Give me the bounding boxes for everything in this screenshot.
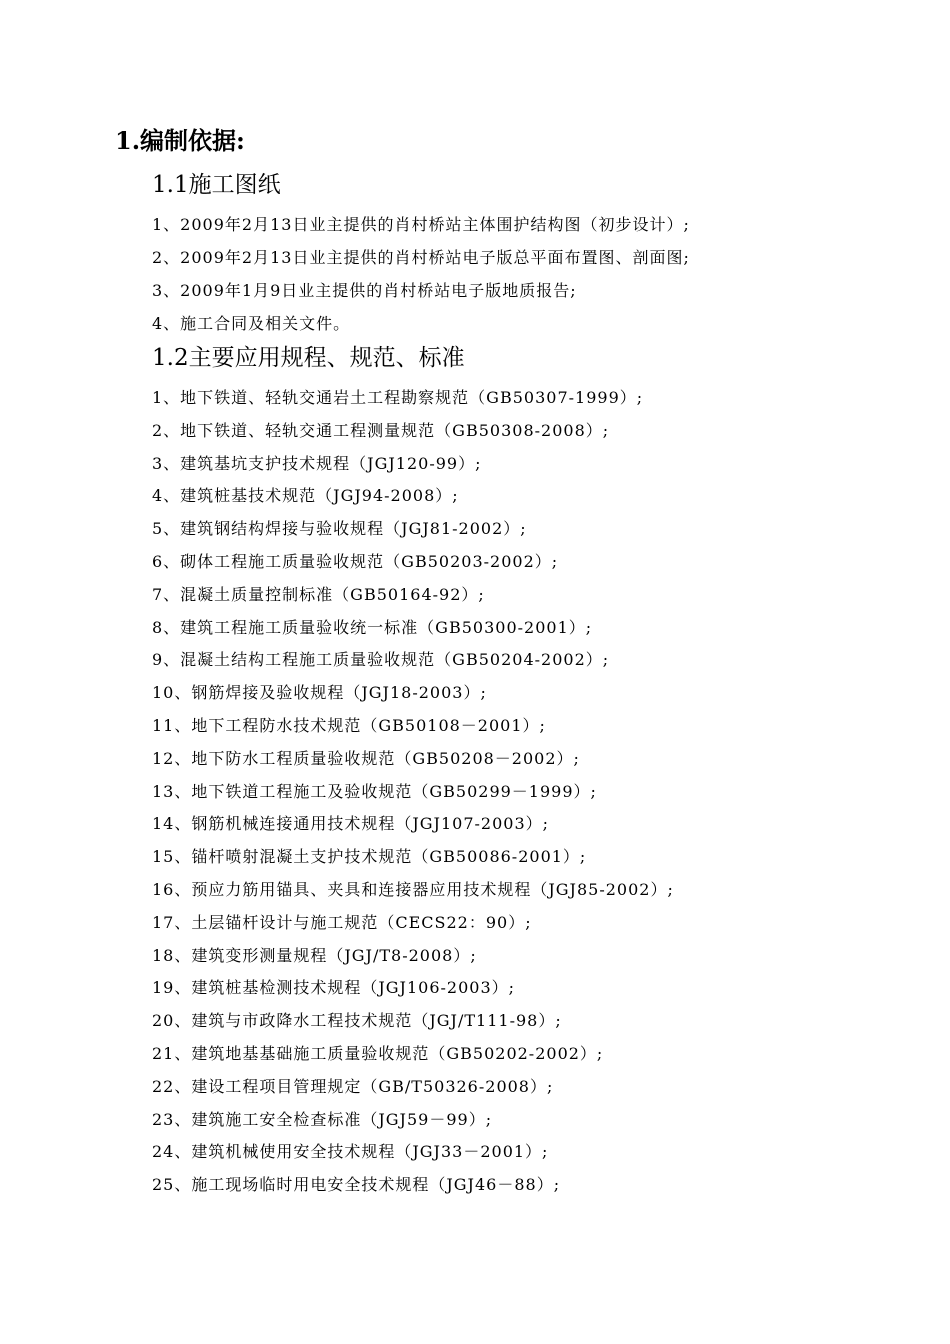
list-item: 23、建筑施工安全检查标准（JGJ59－99）; — [152, 1109, 493, 1129]
list-item: 1、地下铁道、轻轨交通岩土工程勘察规范（GB50307-1999）; — [152, 388, 644, 407]
list-item: 3、建筑基坑支护技术规程（JGJ120-99）; — [152, 453, 482, 473]
drawings-list — [152, 208, 690, 340]
standards-list — [152, 382, 674, 1202]
list-item: 13、地下铁道工程施工及验收规范（GB50299－1999）; — [152, 781, 597, 801]
list-item: 22、建设工程项目管理规定（GB/T50326-2008）; — [152, 1076, 554, 1096]
list-item: 1、2009年2月13日业主提供的肖村桥站主体围护结构图（初步设计）; — [152, 215, 690, 234]
list-item: 16、预应力筋用锚具、夹具和连接器应用技术规程（JGJ85-2002）; — [152, 879, 674, 899]
list-item: 17、土层锚杆设计与施工规范（CECS22：90）; — [152, 912, 532, 932]
list-item: 10、钢筋焊接及验收规程（JGJ18-2003）; — [152, 683, 487, 703]
list-item: 25、施工现场临时用电安全技术规程（JGJ46－88）; — [152, 1175, 561, 1195]
list-item: 21、建筑地基基础施工质量验收规范（GB50202-2002）; — [152, 1043, 604, 1063]
list-item: 19、建筑桩基检测技术规程（JGJ106-2003）; — [152, 978, 516, 998]
list-item: 3、2009年1月9日业主提供的肖村桥站电子版地质报告; — [152, 281, 577, 300]
list-item: 9、混凝土结构工程施工质量验收规范（GB50204-2002）; — [152, 650, 610, 670]
list-item: 14、钢筋机械连接通用技术规程（JGJ107-2003）; — [152, 814, 550, 834]
list-item: 6、砌体工程施工质量验收规范（GB50203-2002）; — [152, 551, 559, 571]
subsection-title-standards: 1.2主要应用规程、规范、标准 — [152, 345, 465, 371]
list-item: 5、建筑钢结构焊接与验收规程（JGJ81-2002）; — [152, 519, 527, 539]
section-title: 1.编制依据: — [115, 126, 245, 155]
list-item: 11、地下工程防水技术规范（GB50108－2001）; — [152, 715, 546, 735]
list-item: 12、地下防水工程质量验收规范（GB50208－2002）; — [152, 748, 580, 768]
list-item: 2、地下铁道、轻轨交通工程测量规范（GB50308-2008）; — [152, 420, 610, 440]
list-item: 24、建筑机械使用安全技术规程（JGJ33－2001）; — [152, 1142, 549, 1162]
list-item: 15、锚杆喷射混凝土支护技术规范（GB50086-2001）; — [152, 847, 587, 867]
list-item: 8、建筑工程施工质量验收统一标准（GB50300-2001）; — [152, 617, 593, 637]
list-item: 4、建筑桩基技术规范（JGJ94-2008）; — [152, 486, 459, 506]
list-item: 18、建筑变形测量规程（JGJ/T8-2008）; — [152, 945, 477, 965]
list-item: 2、2009年2月13日业主提供的肖村桥站电子版总平面布置图、剖面图; — [152, 248, 690, 267]
list-item: 4、施工合同及相关文件。 — [152, 314, 351, 333]
list-item: 20、建筑与市政降水工程技术规范（JGJ/T111-98）; — [152, 1011, 562, 1031]
subsection-title-drawings: 1.1施工图纸 — [152, 172, 281, 198]
list-item: 7、混凝土质量控制标准（GB50164-92）; — [152, 584, 485, 604]
